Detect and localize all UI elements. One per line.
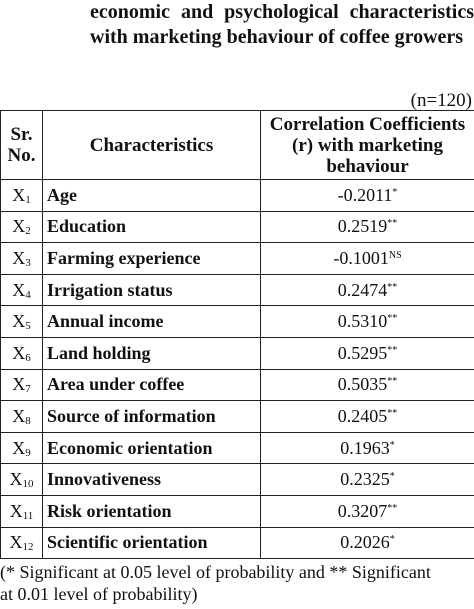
header-correlation: Correlation Coefficients (r) with marketing behaviour	[261, 111, 474, 180]
row-correlation: 0.2474**	[261, 274, 474, 306]
header-characteristics: Characteristics	[43, 111, 261, 180]
row-correlation: 0.2026*	[261, 527, 474, 559]
significance-marker: **	[387, 313, 398, 325]
row-correlation: -0.2011*	[261, 180, 474, 212]
row-correlation: 0.5310**	[261, 306, 474, 338]
table-caption	[90, 0, 474, 50]
row-variable: $X_7$	[1, 369, 43, 401]
row-characteristic: Land holding	[43, 337, 261, 369]
row-variable: $X_9$	[1, 432, 43, 464]
row-characteristic: Annual income	[43, 306, 261, 338]
row-variable: $X_6$	[1, 337, 43, 369]
significance-marker: **	[387, 218, 398, 230]
row-variable: $X_2$	[1, 211, 43, 243]
table-row	[1, 306, 474, 338]
table-row	[1, 180, 474, 212]
table-row	[1, 401, 474, 433]
caption-line-2: with marketing behaviour of coffee growers	[90, 26, 464, 48]
row-correlation: 0.5295**	[261, 337, 474, 369]
significance-marker: **	[387, 376, 398, 388]
row-variable: $X_{11}$	[1, 495, 43, 527]
row-correlation: 0.5035**	[261, 369, 474, 401]
row-correlation: 0.3207**	[261, 495, 474, 527]
table-row	[1, 432, 474, 464]
sample-size: (n=120)	[410, 90, 472, 111]
row-variable: $X_3$	[1, 243, 43, 275]
row-characteristic: Irrigation status	[43, 274, 261, 306]
row-variable: $X_1$	[1, 180, 43, 212]
table-row	[1, 495, 474, 527]
significance-marker: **	[387, 281, 398, 293]
header-row	[1, 111, 474, 180]
significance-marker: *	[389, 471, 395, 483]
footnote-line-1: (* Significant at 0.05 level of probability and ** Significant	[0, 562, 431, 582]
significance-marker: *	[392, 186, 398, 198]
footnote	[0, 561, 474, 605]
row-characteristic: Scientific orientation	[43, 527, 261, 559]
row-variable: $X_8$	[1, 401, 43, 433]
row-variable: $X_{10}$	[1, 464, 43, 496]
table-row	[1, 243, 474, 275]
table-row	[1, 211, 474, 243]
table-row	[1, 274, 474, 306]
row-characteristic: Area under coffee	[43, 369, 261, 401]
header-sr-no: Sr. No.	[1, 111, 43, 180]
table-row	[1, 369, 474, 401]
row-variable: $X_{12}$	[1, 527, 43, 559]
row-characteristic: Source of information	[43, 401, 261, 433]
row-characteristic: Risk orientation	[43, 495, 261, 527]
row-correlation: 0.2325*	[261, 464, 474, 496]
row-characteristic: Economic orientation	[43, 432, 261, 464]
significance-marker: NS	[388, 249, 402, 261]
significance-marker: **	[387, 407, 398, 419]
table-row	[1, 527, 474, 559]
caption-line-1: economic and psychological characteristics	[90, 1, 474, 23]
row-correlation: 0.2405**	[261, 401, 474, 433]
footnote-line-2: at 0.01 level of probability)	[0, 584, 198, 604]
significance-marker: *	[389, 534, 395, 546]
significance-marker: *	[389, 439, 395, 451]
row-variable: $X_5$	[1, 306, 43, 338]
significance-marker: **	[387, 344, 398, 356]
table-row	[1, 337, 474, 369]
row-correlation: $-0.1001^{NS}$	[261, 243, 474, 275]
row-characteristic: Education	[43, 211, 261, 243]
row-variable: $X_4$	[1, 274, 43, 306]
row-correlation: 0.1963*	[261, 432, 474, 464]
correlation-table	[0, 110, 474, 559]
significance-marker: **	[387, 502, 398, 514]
table-row	[1, 464, 474, 496]
row-correlation: 0.2519**	[261, 211, 474, 243]
row-characteristic: Age	[43, 180, 261, 212]
row-characteristic: Farming experience	[43, 243, 261, 275]
row-characteristic: Innovativeness	[43, 464, 261, 496]
